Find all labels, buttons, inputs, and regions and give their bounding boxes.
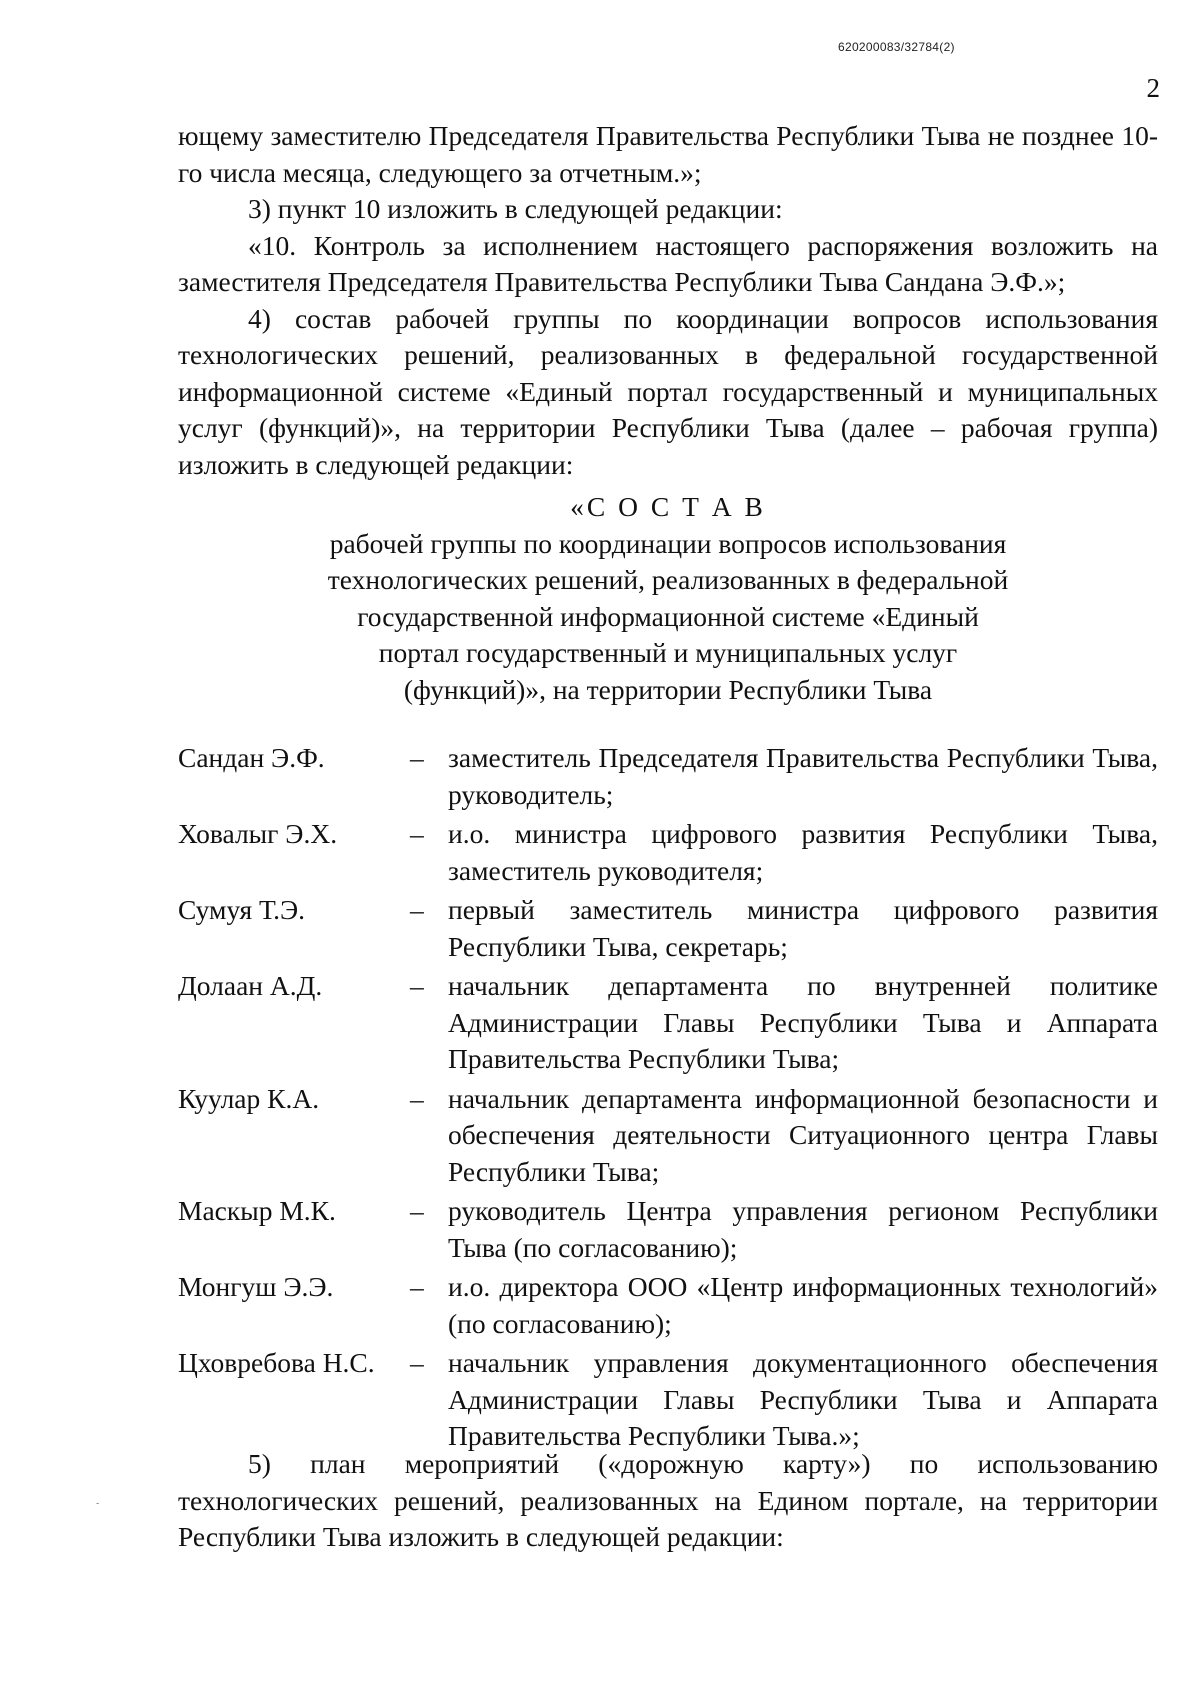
closing-section xyxy=(178,1446,1158,1556)
page-number: 2 xyxy=(1146,73,1160,103)
intro-section xyxy=(178,118,1158,483)
member-name: Маскыр М.К. xyxy=(178,1195,336,1226)
member-row xyxy=(178,968,1158,1078)
member-row xyxy=(178,1269,1158,1342)
member-name: Сумуя Т.Э. xyxy=(178,894,305,925)
member-role: начальник департамента по внутренней политике Администрации Главы Республики Тыва и Аппарата Правительства Республики Тыва; xyxy=(448,970,1158,1074)
member-role: начальник управления документационного обеспечения Администрации Главы Республики Тыва и Аппарата Правительства Республики Тыва.»; xyxy=(448,1347,1158,1451)
member-name: Цховребова Н.С. xyxy=(178,1347,375,1378)
member-name: Сандан Э.Ф. xyxy=(178,742,325,773)
paragraph-item-5: 5) план мероприятий («дорожную карту») по использованию технологических решений, реализованных на Едином портале, на территории Республики Тыва изложить в следующей редакции: xyxy=(178,1448,1158,1552)
composition-subtitle-line-2: технологических решений, реализованных в федеральной xyxy=(327,564,1009,595)
member-row xyxy=(178,892,1158,965)
member-row xyxy=(178,740,1158,813)
member-role: начальник департамента информационной безопасности и обеспечения деятельности Ситуационного центра Главы Республики Тыва; xyxy=(448,1082,1158,1187)
member-role: и.о. министра цифрового развития Республики Тыва, заместитель руководителя; xyxy=(448,818,1158,886)
member-name: Куулар К.А. xyxy=(178,1082,320,1114)
composition-subtitle-line-4: портал государственный и муниципальных услуг xyxy=(378,637,958,668)
composition-title xyxy=(178,489,1158,708)
member-role: руководитель Центра управления регионом Республики Тыва (по согласованию); xyxy=(448,1195,1158,1263)
paragraph-item-10: «10. Контроль за исполнением настоящего распоряжения возложить на заместителя Председателя Правительства Республики Тыва Сандана Э.Ф.»; xyxy=(178,229,1158,297)
registration-number: 620200083/32784(2) xyxy=(838,40,955,54)
member-role: и.о. директора ООО «Центр информационных технологий» (по согласованию); xyxy=(448,1271,1158,1339)
composition-subtitle-line-1: рабочей группы по координации вопросов использования xyxy=(329,527,1007,559)
member-dash: – xyxy=(410,742,424,773)
member-row xyxy=(178,1193,1158,1266)
composition-subtitle-line-3: государственной информационной системе «Единый xyxy=(357,600,979,632)
paragraph-continuation: ющему заместителю Председателя Правительства Республики Тыва не позднее 10-го числа месяца, следующего за отчетным.»; xyxy=(178,120,1158,188)
member-name: Долаан А.Д. xyxy=(178,970,323,1001)
member-dash: – xyxy=(410,1271,424,1302)
member-dash: – xyxy=(410,894,424,925)
member-dash: – xyxy=(410,1347,424,1378)
member-dash: – xyxy=(410,1082,424,1114)
member-dash: – xyxy=(410,970,424,1001)
composition-heading: «С О С Т А В xyxy=(570,491,766,522)
member-row xyxy=(178,816,1158,889)
member-name: Монгуш Э.Э. xyxy=(178,1271,334,1302)
paragraph-item-4: 4) состав рабочей группы по координации вопросов использования технологических решений, реализованных в федеральной государственной информационной системе «Единый портал государственный и муниципальных услуг (функций)», на территории Республики Тыва (далее – рабочая группа) изложить в следующей редакции: xyxy=(178,302,1158,480)
member-row xyxy=(178,1081,1158,1191)
member-dash: – xyxy=(410,818,424,849)
members-list xyxy=(178,740,1158,1458)
member-role: первый заместитель министра цифрового развития Республики Тыва, секретарь; xyxy=(448,894,1158,962)
member-role: заместитель Председателя Правительства Республики Тыва, руководитель; xyxy=(448,742,1158,810)
member-name: Ховалыг Э.Х. xyxy=(178,818,338,849)
member-row xyxy=(178,1345,1158,1455)
paragraph-item-3: 3) пункт 10 изложить в следующей редакции: xyxy=(248,193,783,224)
member-dash: – xyxy=(410,1195,424,1226)
composition-subtitle-line-5: (функций)», на территории Республики Тыва xyxy=(403,673,933,705)
margin-mark: - xyxy=(96,1498,100,1509)
